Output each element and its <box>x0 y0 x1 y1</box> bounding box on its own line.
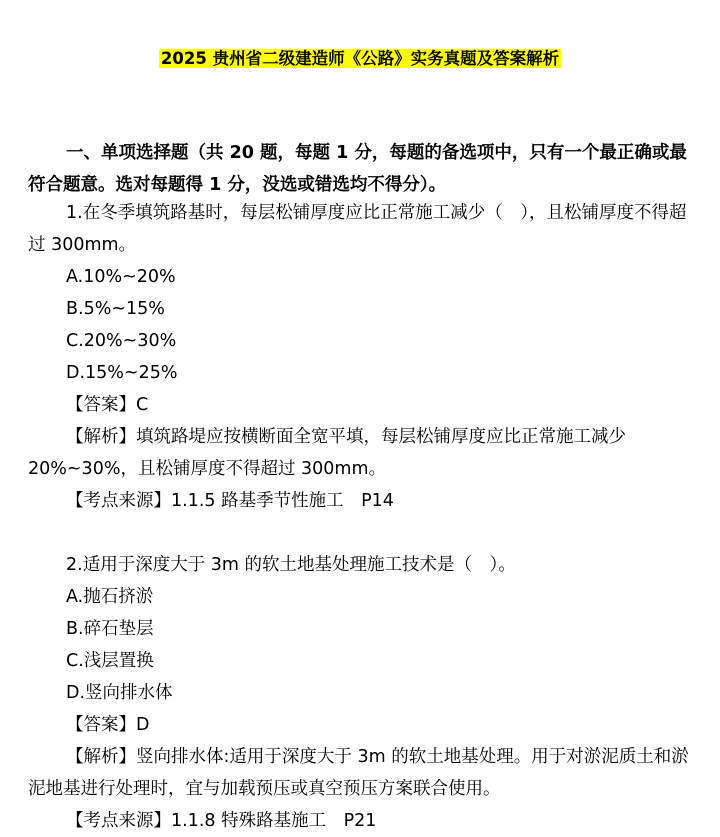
question-option: C.20%~30% <box>66 331 177 351</box>
question-analysis: 【解析】填筑路堤应按横断面全宽平填，每层松铺厚度应比正常施工减少 20%~30%，且松铺厚度不得超过 300mm。 <box>28 427 626 479</box>
question-option: A.抛石挤淤 <box>66 587 154 607</box>
question-analysis: 【解析】竖向排水体:适用于深度大于 3m 的软土地基处理。用于对淤泥质土和淤泥地基进行处理时，宜与加载预压或真空预压方案联合使用。 <box>28 747 689 799</box>
question-stem: 2.适用于深度大于 3m 的软土地基处理施工技术是（ ）。 <box>66 555 516 575</box>
section-heading: 一、单项选择题（共 20 题，每题 1 分，每题的备选项中，只有一个最正确或最符合题意。选对每题得 1 分，没选或错选均不得分）。 <box>28 143 687 195</box>
question-option: C.浅层置换 <box>66 651 154 671</box>
question-option: D.竖向排水体 <box>66 683 173 703</box>
question-option: B.碎石垫层 <box>66 619 154 639</box>
question-stem: 1.在冬季填筑路基时，每层松铺厚度应比正常施工减少（ ），且松铺厚度不得超过 300mm。 <box>28 203 687 255</box>
spacer <box>28 517 690 549</box>
document-title-text: 2025 贵州省二级建造师《公路》实务真题及答案解析 <box>160 49 560 68</box>
question-answer: 【答案】C <box>66 395 149 415</box>
question-option: B.5%~15% <box>66 299 165 319</box>
question-block <box>28 197 690 517</box>
question-option: D.15%~25% <box>66 363 178 383</box>
question-list <box>28 197 690 837</box>
question-source: 【考点来源】1.1.5 路基季节性施工 P14 <box>66 491 394 511</box>
question-answer: 【答案】D <box>66 715 150 735</box>
question-block <box>28 549 690 837</box>
question-source: 【考点来源】1.1.8 特殊路基施工 P21 <box>66 811 377 831</box>
document-title <box>0 45 720 69</box>
question-option: A.10%~20% <box>66 267 176 287</box>
